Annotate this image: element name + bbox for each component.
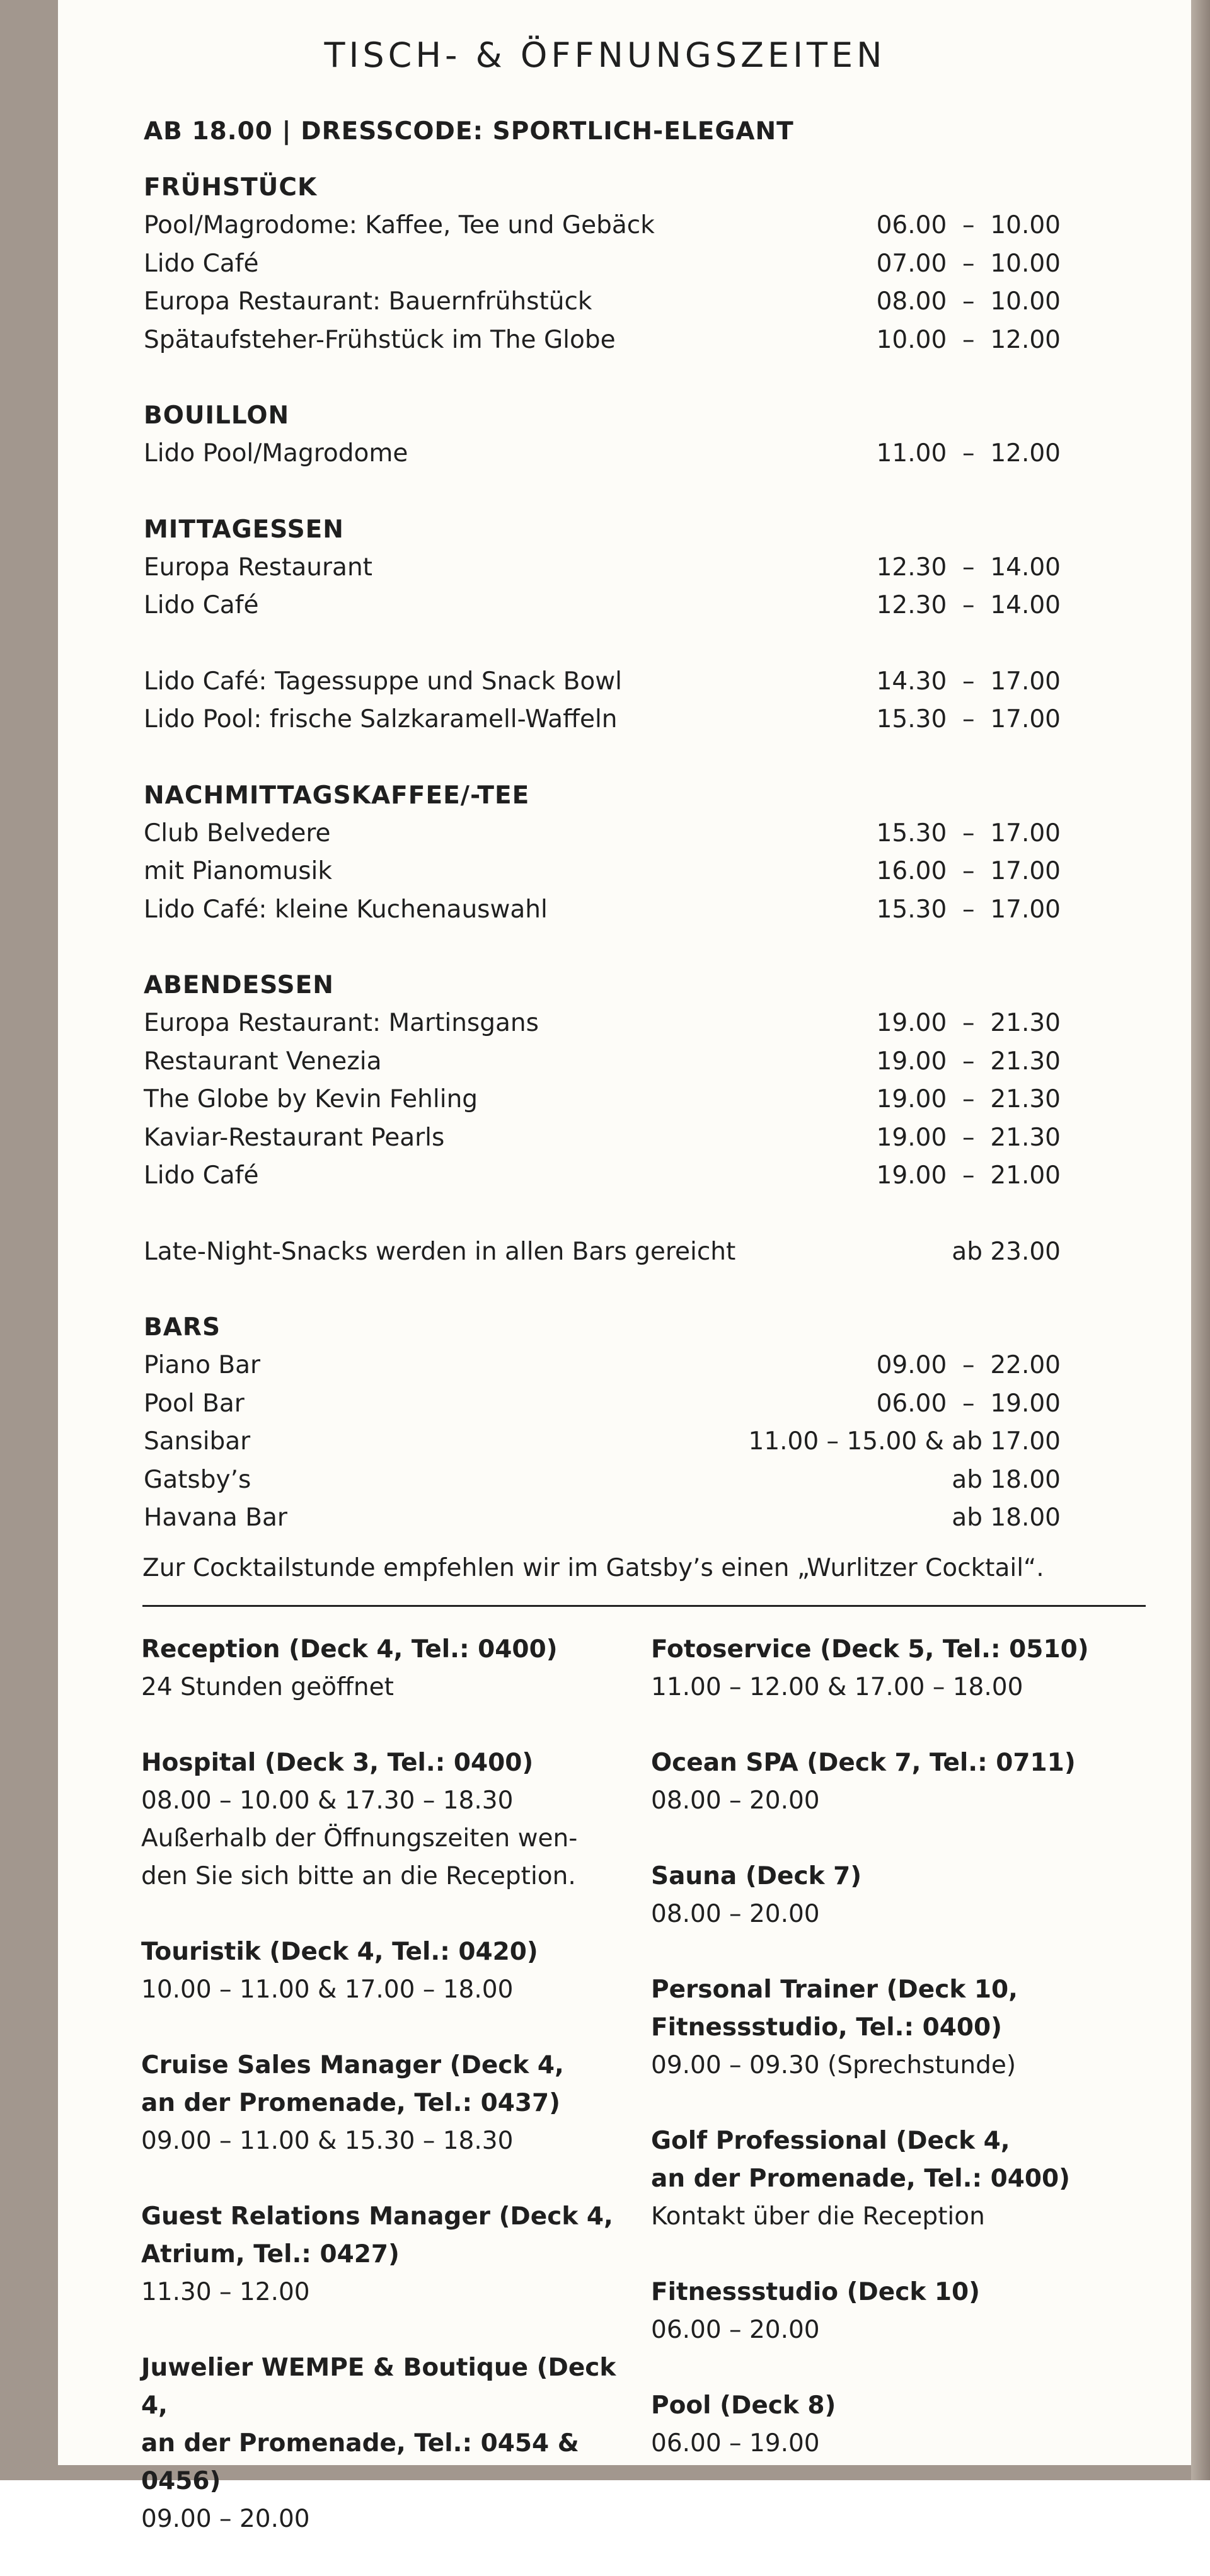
service-entry	[141, 2047, 645, 2160]
hours-row	[144, 1347, 1061, 1385]
time-range: 08.00 – 10.00	[876, 287, 1061, 316]
hours-row	[144, 663, 1061, 701]
service-hours: 10.00 – 11.00 & 17.00 – 18.00	[141, 1975, 514, 2004]
time-range: 11.00 – 15.00 & ab 17.00	[748, 1427, 1061, 1456]
venue-label: mit Pianomusik	[144, 857, 332, 885]
venue-label: Pool/Magrodome: Kaffee, Tee und Gebäck	[144, 211, 655, 239]
venue-label: Europa Restaurant	[144, 553, 372, 582]
hours-row	[144, 1461, 1061, 1500]
time-range: 16.00 – 17.00	[876, 857, 1061, 885]
hours-row	[144, 853, 1061, 891]
service-entry	[651, 1744, 1155, 1820]
time-range: 14.30 – 17.00	[876, 667, 1061, 696]
time-range: 15.30 – 17.00	[876, 705, 1061, 733]
venue-label: Lido Café	[144, 591, 259, 619]
cocktail-note: Zur Cocktailstunde empfehlen wir im Gatsby’s einen „Wurlitzer Cocktail“.	[142, 1554, 1044, 1582]
dresscode-note: AB 18.00 | DRESSCODE: SPORTLICH-ELEGANT	[144, 117, 794, 146]
venue-label: Lido Café	[144, 1161, 259, 1190]
venue-label: Gatsby’s	[144, 1465, 251, 1494]
service-name: Ocean SPA (Deck 7, Tel.: 0711)	[651, 1749, 1076, 1777]
services-right-column	[651, 1631, 1155, 2500]
time-range: 10.00 – 12.00	[876, 325, 1061, 354]
service-name-cont: Fitnessstudio, Tel.: 0400)	[651, 2013, 1002, 2042]
spacer	[144, 625, 1061, 663]
service-name: Hospital (Deck 3, Tel.: 0400)	[141, 1749, 534, 1777]
opening-hours	[144, 169, 1061, 1575]
service-name: Fotoservice (Deck 5, Tel.: 0510)	[651, 1635, 1089, 1664]
venue-label: Lido Café	[144, 249, 259, 278]
section-heading: MITTAGESSEN	[144, 515, 344, 544]
service-entry	[651, 2387, 1155, 2463]
time-range: ab 18.00	[952, 1465, 1061, 1494]
service-hours: 08.00 – 20.00	[651, 1900, 820, 1928]
services-left-column	[141, 1631, 645, 2576]
service-name-cont: Atrium, Tel.: 0427)	[141, 2240, 400, 2268]
time-range: 15.30 – 17.00	[876, 895, 1061, 924]
venue-label: Lido Café: Tagessuppe und Snack Bowl	[144, 667, 622, 696]
time-range: ab 18.00	[952, 1504, 1061, 1532]
time-range: 19.00 – 21.00	[876, 1161, 1061, 1190]
service-entry	[141, 1631, 645, 1706]
venue-label: Lido Pool/Magrodome	[144, 439, 408, 468]
service-hours: 11.00 – 12.00 & 17.00 – 18.00	[651, 1673, 1023, 1701]
service-entry	[651, 2122, 1155, 2236]
section-bouillon	[144, 397, 1061, 473]
service-name: Reception (Deck 4, Tel.: 0400)	[141, 1635, 558, 1664]
service-name-cont: an der Promenade, Tel.: 0400)	[651, 2165, 1070, 2193]
venue-label: Club Belvedere	[144, 819, 331, 848]
hours-row	[144, 1119, 1061, 1158]
time-range: 19.00 – 21.30	[876, 1009, 1061, 1037]
paper-edge	[1191, 0, 1210, 2480]
section-heading: NACHMITTAGSKAFFEE/-TEE	[144, 781, 530, 810]
section-mittagessen	[144, 511, 1061, 739]
service-name: Juwelier WEMPE & Boutique (Deck 4,	[141, 2354, 616, 2420]
service-entry	[651, 1631, 1155, 1706]
service-info: Kontakt über die Reception	[651, 2202, 985, 2231]
hours-row	[144, 1043, 1061, 1081]
time-range: 19.00 – 21.30	[876, 1047, 1061, 1076]
page-title: TISCH- & ÖFFNUNGSZEITEN	[324, 35, 886, 75]
service-entry	[141, 1744, 645, 1895]
service-entry	[651, 1971, 1155, 2084]
service-entry	[651, 1858, 1155, 1933]
hours-row	[144, 701, 1061, 739]
service-name: Fitnessstudio (Deck 10)	[651, 2278, 980, 2306]
divider	[142, 1605, 1146, 1607]
service-hours: 09.00 – 20.00	[141, 2505, 310, 2533]
service-name: Guest Relations Manager (Deck 4,	[141, 2202, 613, 2231]
time-range: 12.30 – 14.00	[876, 553, 1061, 582]
service-hours: 09.00 – 09.30 (Sprechstunde)	[651, 2051, 1017, 2079]
latenight-label: Late-Night-Snacks werden in allen Bars gereicht	[144, 1237, 736, 1266]
venue-label: Lido Café: kleine Kuchenauswahl	[144, 895, 548, 924]
hours-row	[144, 1385, 1061, 1423]
venue-label: The Globe by Kevin Fehling	[144, 1085, 478, 1113]
venue-label: Europa Restaurant: Bauernfrühstück	[144, 287, 592, 316]
service-name-cont: an der Promenade, Tel.: 0454 & 0456)	[141, 2429, 579, 2495]
service-entry	[141, 2349, 645, 2538]
hours-row	[144, 1004, 1061, 1043]
service-hours: 09.00 – 11.00 & 15.30 – 18.30	[141, 2127, 514, 2155]
time-range: 12.30 – 14.00	[876, 591, 1061, 619]
hours-row	[144, 815, 1061, 853]
venue-label: Lido Pool: frische Salzkaramell-Waffeln	[144, 705, 618, 733]
hours-row	[144, 1423, 1061, 1461]
hours-row	[144, 435, 1061, 473]
venue-label: Pool Bar	[144, 1389, 245, 1418]
venue-label: Europa Restaurant: Martinsgans	[144, 1009, 539, 1037]
time-range: 15.30 – 17.00	[876, 819, 1061, 848]
hours-row	[144, 1157, 1061, 1195]
time-range: 19.00 – 21.30	[876, 1085, 1061, 1113]
time-range: 07.00 – 10.00	[876, 249, 1061, 278]
hours-row	[144, 1499, 1061, 1538]
service-name: Pool (Deck 8)	[651, 2391, 836, 2420]
service-name: Golf Professional (Deck 4,	[651, 2127, 1010, 2155]
service-hours: 11.30 – 12.00	[141, 2278, 310, 2306]
section-heading: BOUILLON	[144, 401, 290, 430]
service-hours: 08.00 – 10.00 & 17.30 – 18.30	[141, 1786, 514, 1815]
service-info: Außerhalb der Öffnungszeiten wen-	[141, 1824, 578, 1853]
hours-row	[144, 1081, 1061, 1119]
service-hours: 06.00 – 20.00	[651, 2316, 820, 2344]
venue-label: Restaurant Venezia	[144, 1047, 382, 1076]
hours-row	[144, 1233, 1061, 1272]
section-heading: BARS	[144, 1313, 221, 1342]
venue-label: Havana Bar	[144, 1504, 287, 1532]
service-hours: 24 Stunden geöffnet	[141, 1673, 394, 1701]
section-heading: ABENDESSEN	[144, 971, 334, 999]
service-entry	[141, 1933, 645, 2009]
time-range: 06.00 – 10.00	[876, 211, 1061, 239]
section-heading: FRÜHSTÜCK	[144, 173, 318, 202]
time-range: 06.00 – 19.00	[876, 1389, 1061, 1418]
venue-label: Sansibar	[144, 1427, 251, 1456]
hours-row	[144, 587, 1061, 625]
hours-row	[144, 245, 1061, 284]
hours-row	[144, 549, 1061, 587]
time-range: ab 23.00	[952, 1237, 1061, 1266]
section-abendessen	[144, 967, 1061, 1195]
section-kaffee	[144, 777, 1061, 929]
hours-row	[144, 891, 1061, 929]
section-bars	[144, 1309, 1061, 1538]
venue-label: Piano Bar	[144, 1351, 261, 1379]
service-info: den Sie sich bitte an die Reception.	[141, 1862, 576, 1890]
venue-label: Kaviar-Restaurant Pearls	[144, 1123, 445, 1152]
service-name: Touristik (Deck 4, Tel.: 0420)	[141, 1938, 538, 1966]
section-latenight	[144, 1233, 1061, 1272]
hours-row	[144, 321, 1061, 360]
service-name: Personal Trainer (Deck 10,	[651, 1975, 1018, 2004]
service-entry	[141, 2198, 645, 2311]
hours-row	[144, 283, 1061, 321]
time-range: 19.00 – 21.30	[876, 1123, 1061, 1152]
service-name: Sauna (Deck 7)	[651, 1862, 862, 1890]
section-fruehstueck	[144, 169, 1061, 359]
service-name: Cruise Sales Manager (Deck 4,	[141, 2051, 564, 2079]
service-entry	[651, 2274, 1155, 2349]
time-range: 11.00 – 12.00	[876, 439, 1061, 468]
service-hours: 08.00 – 20.00	[651, 1786, 820, 1815]
time-range: 09.00 – 22.00	[876, 1351, 1061, 1379]
venue-label: Spätaufsteher-Frühstück im The Globe	[144, 325, 616, 354]
hours-row	[144, 207, 1061, 245]
service-hours: 06.00 – 19.00	[651, 2429, 820, 2458]
service-name-cont: an der Promenade, Tel.: 0437)	[141, 2089, 560, 2117]
